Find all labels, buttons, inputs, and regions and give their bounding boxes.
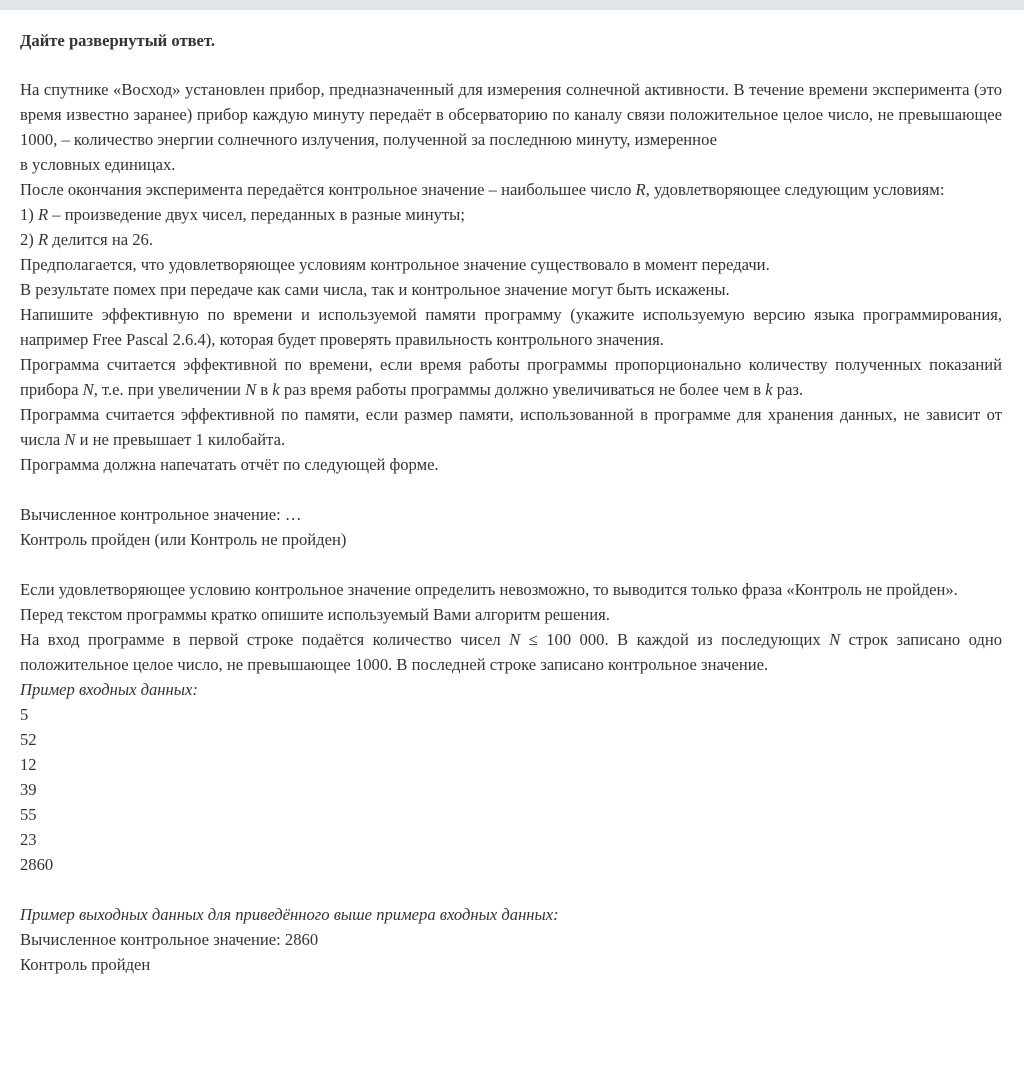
paragraph-noise: В результате помех при передаче как сами числа, так и контрольное значение могут быть искажены. [20, 280, 730, 299]
input-line: 2860 [20, 855, 54, 874]
paragraph-control [20, 177, 1002, 202]
input-line: 39 [20, 780, 37, 799]
paragraph-input [20, 627, 1002, 677]
input-example-label [20, 677, 1002, 702]
text: – произведение двух чисел, переданных в разные минуты; [48, 205, 465, 224]
input-line: 5 [20, 705, 29, 724]
text: , удовлетворяющее следующим условиям: [645, 180, 945, 199]
text: Программа считается эффективной по памяти, если размер памяти, использованной в программе для хранения данных, не зависит от числа [20, 405, 1002, 449]
text: ≤ 100 000. В каждой из последующих [520, 630, 830, 649]
paragraph-fail: Если удовлетворяющее условию контрольное значение определить невозможно, то выводится только фраза «Контроль не пройден». [20, 580, 958, 599]
paragraph-assumption: Предполагается, что удовлетворяющее условиям контрольное значение существовало в момент передачи. [20, 255, 770, 274]
input-line: 52 [20, 730, 37, 749]
var-n: N [829, 630, 841, 649]
paragraph-intro [20, 77, 1002, 177]
text: 1) [20, 205, 38, 224]
text: 2) [20, 230, 38, 249]
text: На вход программе в первой строке подаётся количество чисел [20, 630, 510, 649]
input-line: 23 [20, 830, 37, 849]
var-r: R [635, 180, 646, 199]
condition-1 [20, 202, 1002, 227]
var-r: R [37, 205, 49, 224]
text: После окончания эксперимента передаётся контрольное значение – наибольшее число [20, 180, 636, 199]
condition-2 [20, 227, 1002, 252]
text: в [256, 380, 273, 399]
paragraph-task: Напишите эффективную по времени и используемой памяти программу (укажите используемую версию языка программирования, например Free Pascal 2.6.4), которая будет проверять правильность контрольного значения. [20, 305, 1002, 349]
text: На спутнике «Восход» установлен прибор, предназначенный для измерения солнечной активности. В течение времени эксперимента (это время известно заранее) прибор каждую минуту передаёт в обсерваторию по каналу связи положительное целое число, не превышающее 1000, – количество энергии солнечного излучения, полученной за последнюю минуту, измеренное [20, 80, 1002, 149]
var-n: N [64, 430, 76, 449]
text: строк записано одно положительное целое число, не превышающее 1000. В последней строке записано контрольное значение. [20, 630, 1003, 674]
text: Пример входных данных: [20, 680, 198, 699]
input-line: 12 [20, 755, 37, 774]
text: делится на 26. [48, 230, 153, 249]
paragraph-memory-efficiency [20, 402, 1002, 452]
paragraph-time-efficiency [20, 352, 1002, 402]
text: , т.е. при увеличении [93, 380, 246, 399]
text: и не превышает 1 килобайта. [75, 430, 286, 449]
text: в условных единицах. [20, 155, 176, 174]
var-n: N [82, 380, 94, 399]
text: раз время работы программы должно увеличиваться не более чем в [279, 380, 766, 399]
output-line: Вычисленное контрольное значение: 2860 [20, 930, 319, 949]
var-k: k [765, 380, 773, 399]
task-title: Дайте развернутый ответ. [20, 31, 215, 50]
var-k: k [272, 380, 280, 399]
text: раз. [772, 380, 804, 399]
task-content [0, 10, 1024, 977]
text: Программа считается эффективной по времени, если время работы программы пропорционально количеству полученных показаний прибора [20, 355, 1002, 399]
form-line-1: Вычисленное контрольное значение: … [20, 505, 302, 524]
top-bar [0, 0, 1024, 10]
output-line: Контроль пройден [20, 955, 151, 974]
var-n: N [245, 380, 257, 399]
var-r: R [37, 230, 49, 249]
var-n: N [509, 630, 521, 649]
paragraph-report: Программа должна напечатать отчёт по следующей форме. [20, 455, 439, 474]
output-example-label [20, 902, 1002, 927]
input-line: 55 [20, 805, 37, 824]
paragraph-algorithm: Перед текстом программы кратко опишите используемый Вами алгоритм решения. [20, 605, 610, 624]
form-line-2: Контроль пройден (или Контроль не пройден) [20, 530, 347, 549]
text: Пример выходных данных для приведённого выше примера входных данных: [20, 905, 559, 924]
